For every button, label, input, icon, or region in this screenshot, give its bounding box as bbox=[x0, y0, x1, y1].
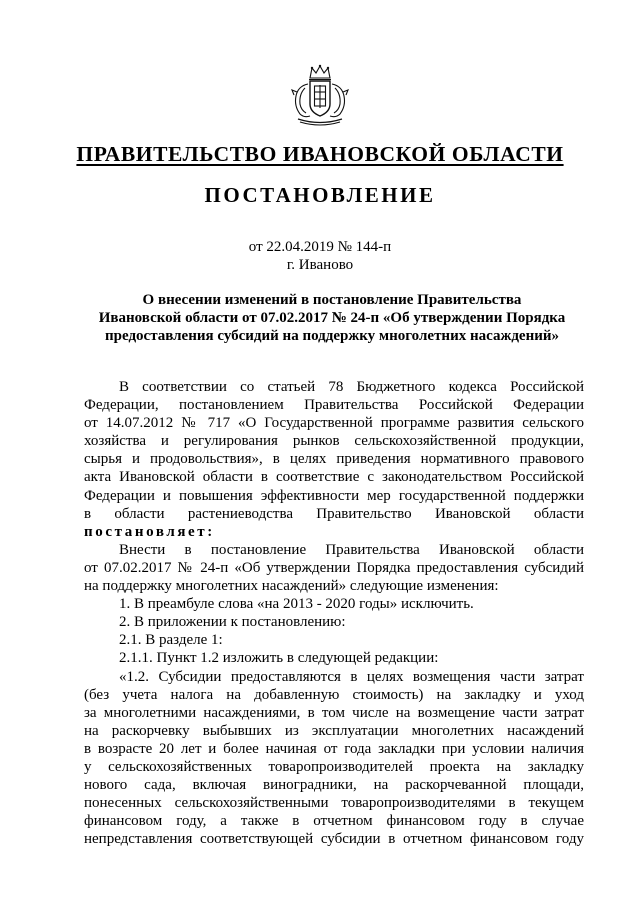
quoted-text-line: понесенных сельскохозяйственными товаропроизводителями в текущем bbox=[84, 795, 584, 812]
document-body bbox=[84, 378, 584, 848]
quoted-text-line: финансовом году, а также в отчетном финансовом году в случае bbox=[84, 813, 584, 830]
quoted-text-line: в возрасте 20 лет и более начиная от года закладки при условии наличия bbox=[84, 740, 584, 757]
document-date-number: от 22.04.2019 № 144-п bbox=[248, 239, 392, 255]
preamble-line: Федерации и повышения эффективности мер государственной поддержки bbox=[84, 487, 584, 504]
organization-name: ПРАВИТЕЛЬСТВО ИВАНОВСКОЙ ОБЛАСТИ bbox=[76, 142, 564, 166]
title-line: Ивановской области от 07.02.2017 № 24-п «Об утверждении Порядка bbox=[98, 310, 566, 326]
resolves-word: постановляет: bbox=[84, 523, 215, 540]
preamble-line: Федерации, постановлением Правительства Российской Федерации bbox=[84, 397, 584, 414]
preamble-line: от 14.07.2012 № 717 «О Государственной программе развития сельского bbox=[84, 415, 584, 432]
document-title bbox=[80, 291, 584, 345]
document-city: г. Иваново bbox=[286, 257, 354, 273]
document-type: ПОСТАНОВЛЕНИЕ bbox=[204, 183, 436, 207]
preamble-line: сырья и продовольствия», в целях приведения нормативного правового bbox=[84, 451, 584, 468]
intro-line: Внести в постановление Правительства Ивановской области bbox=[119, 541, 584, 558]
ivanovo-region-coat-of-arms-icon bbox=[288, 64, 352, 126]
quoted-text-line: за многолетними насаждениями, в том числе на возмещение части затрат bbox=[84, 704, 584, 721]
preamble-line: В соответствии со статьей 78 Бюджетного кодекса Российской bbox=[119, 379, 584, 395]
quoted-text-line: у сельскохозяйственных товаропроизводителей проекта на закладку bbox=[84, 758, 584, 775]
preamble-line: акта Ивановской области в соответствие с законодательством Российской bbox=[84, 469, 584, 486]
intro-line: на поддержку многолетних насаждений» следующие изменения: bbox=[84, 578, 499, 595]
preamble-line: хозяйства и регулирования рынков сельскохозяйственной продукции, bbox=[84, 433, 584, 450]
quoted-text-line: нового сада, включая виноградники, на раскорчеванной площади, bbox=[84, 777, 584, 794]
title-line: О внесении изменений в постановление Правительства bbox=[142, 292, 522, 308]
amendment-item: 2.1. В разделе 1: bbox=[119, 632, 223, 649]
amendment-item: 1. В преамбуле слова «на 2013 - 2020 годы» исключить. bbox=[119, 596, 474, 613]
amendment-item: 2.1.1. Пункт 1.2 изложить в следующей редакции: bbox=[119, 650, 439, 667]
quoted-text-line: (без учета налога на добавленную стоимость) на закладку и уход bbox=[84, 686, 584, 703]
amendment-item: 2. В приложении к постановлению: bbox=[119, 614, 346, 631]
quoted-text-line: на раскорчевку выбывших из эксплуатации многолетних насаждений bbox=[84, 722, 584, 739]
quoted-text-line: непредставления соответствующей субсидии в отчетном финансовом году bbox=[84, 831, 584, 848]
intro-line: от 07.02.2017 № 24-п «Об утверждении Порядка предоставления субсидий bbox=[84, 559, 584, 576]
title-line: предоставления субсидий на поддержку многолетних насаждений» bbox=[105, 328, 559, 344]
quoted-text-line: «1.2. Субсидии предоставляются в целях возмещения части затрат bbox=[119, 668, 584, 685]
preamble-line: в области растениеводства Правительство Ивановской области bbox=[84, 505, 584, 522]
